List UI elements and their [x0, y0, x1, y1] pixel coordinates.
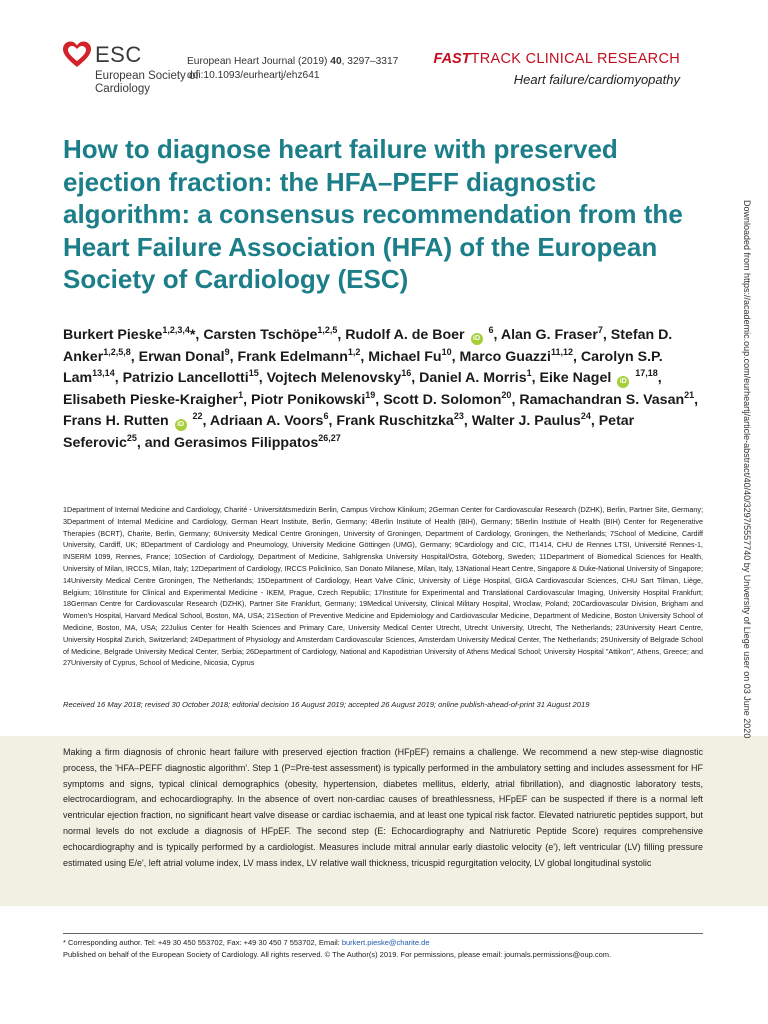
author-affil-ref: 7: [597, 325, 603, 335]
logo-subtitle: European Society of Cardiology: [95, 70, 199, 95]
separator: ,: [573, 348, 581, 365]
separator: ,: [328, 413, 337, 429]
author: Elisabeth Pieske-Kraigher: [63, 391, 239, 408]
author-affil-ref: 21: [684, 389, 695, 400]
author-affil-ref: 6: [323, 411, 329, 421]
author: Frank Ruschitzka: [336, 413, 454, 429]
author-affil-ref: 1,2,3,4: [162, 325, 190, 335]
orcid-icon[interactable]: iD: [175, 419, 187, 431]
author-affil-ref: 1: [526, 368, 532, 378]
author: Walter J. Paulus: [471, 413, 581, 429]
author: Frans H. Rutten: [63, 413, 169, 429]
corresponding-author: [63, 937, 703, 949]
orcid-icon[interactable]: iD: [471, 333, 483, 345]
author-affil-ref: 24: [580, 411, 591, 421]
author-affil-ref: 1,2: [347, 346, 361, 357]
author-affil-ref: 19: [365, 389, 376, 400]
author-affil-ref: 16: [401, 368, 412, 378]
separator: ,: [258, 370, 267, 386]
author: Eike Nagel: [539, 370, 612, 386]
heart-logo-icon: [62, 40, 92, 70]
separator: ,: [243, 391, 251, 408]
footnote: [63, 933, 703, 960]
journal-pages: , 3297–3317: [341, 56, 399, 67]
author-affil-ref: 22: [192, 411, 203, 421]
download-note-rail: [741, 200, 753, 820]
author: Scott D. Solomon: [383, 391, 502, 408]
separator: ,: [114, 370, 123, 386]
journal-citation: [187, 55, 398, 83]
author: Vojtech Melenovsky: [266, 370, 402, 386]
article-title: How to diagnose heart failure with preserved ejection fraction: the HFA–PEFF diagnostic algorithm: a consensus recommendation from the Heart Failure Association (HFA) of the European Society of Cardiology (ESC): [63, 134, 683, 295]
separator: ,: [590, 413, 599, 429]
corresponding-text: * Corresponding author. Tel: +49 30 450 553702, Fax: +49 30 450 7 553702, Email:: [63, 938, 342, 947]
author-affil-ref: 13,14: [92, 368, 115, 378]
doi[interactable]: doi:10.1093/eurheartj/ehz641: [187, 70, 320, 81]
author: Stefan D. Anker: [63, 327, 673, 365]
separator: ,: [337, 327, 346, 343]
separator: ,: [493, 327, 501, 343]
author: Piotr Ponikowski: [250, 391, 366, 408]
author-list: [63, 325, 708, 454]
author-affil-ref: 6: [488, 325, 494, 335]
email-link[interactable]: burkert.pieske@charite.de: [341, 938, 430, 947]
author: Daniel A. Morris: [419, 370, 527, 386]
author-affil-ref: 17,18: [635, 368, 658, 378]
separator: ,: [694, 391, 699, 408]
separator: ,: [531, 370, 540, 386]
author: Patrizio Lancellotti: [122, 370, 249, 386]
section-rest: TRACK CLINICAL RESEARCH: [470, 51, 680, 67]
affiliations: 1Department of Internal Medicine and Cardiology, Charité - Universitätsmedizin Berlin, Campus Virchow Klinikum; 2German Center for Cardiovascular Research (DZHK), Berlin, Partner Site, Germany; 3Department of Internal Medicine and Cardiology, German Heart Institute, Berlin, Germany; 4Berlin Institute of Health (BIH), Germany; 5Berlin Institute of Health (BIH) Center for Regenerative Therapies (BCRT), Charite, Berlin, Germany; 6University Medical Centre Groningen, University of Groningen, Department of Cardiology, Groningen, the Netherlands; 7School of Medicine, Cardiff University, Cardiff, UK; 8Department of Cardiology and Pneumology, University Medicine Göttingen (UMG), Germany; 9Cardiology and CIC, IT1414, CHU de Rennes LTSI, Université Rennes-1, INSERM 1099, Rennes, France; 10Section of Cardiology, Department of Medicine, Sahlgrenska University Hospital/Ostra, Göteborg, Sweden; 11Department of Biomedical Sciences for Health, University of Milan, IRCCS, Milan, Italy; 12Department of Cardiology, IRCCS Policlinico, San Donato Milanese, Milan, Italy, 13National Heart Centre, Singapore & Duke-National University of Singapore; 14University Medical Centre Groningen, The Netherlands; 15Department of Cardiology, Heart Valve Clinic, University of Liège Hospital, GIGA Cardiovascular Sciences, CHU Sart Tilman, Liège, Belgium; 16Institute for Clinical and Experimental Medicine - IKEM, Prague, Czech Republic; 17Institute for Experimental and Translational Cardiovascular Imaging, University Hospital Frankfurt; 18German Centre for Cardiovascular Research (DZHK), Partner Site Frankfurt, Germany; 19Medical University, Clinical Military Hospital, Wroclaw, Poland; 20Cardiovascular Division, Brigham and Women's Hospital, Harvard Medical School, Boston, MA, USA; 21Section of Preventive Medicine and Epidemiology and Cardiovascular Medicine, Department of Medicine, Boston University School of Medicine, Boston, MA, USA; 22Julius Center for Health Sciences and Primary Care, University Medical Center Utrecht, Utrecht University, Utrecht, The Netherlands; 23University Heart Centre, University Hospital Zurich, Switzerland; 24Department of Physiology and Amsterdam Cardiovascular Sciences, Amsterdam University Medical Center, The Netherlands; 25University of Belgrade School of Medicine, Belgrade University Medical Center, Serbia; 26Department of Cardiology, National and Kapodistrian University of Athens Medical School; University Hospital "Attikon", Athens, Greece; and 27University of Cyprus, School of Medicine, Nicosia, Cyprus: [63, 505, 703, 668]
author-affil-ref: 20: [501, 389, 512, 400]
orcid-icon[interactable]: iD: [617, 376, 629, 388]
journal-name: European Heart Journal (2019): [187, 56, 328, 67]
author: Burkert Pieske: [63, 327, 163, 343]
logo-text: ESC: [95, 42, 142, 67]
separator: ,: [360, 348, 369, 365]
separator: ,: [375, 391, 384, 408]
separator: ,: [130, 348, 139, 365]
subject-label: Heart failure/cardiomyopathy: [513, 72, 680, 87]
separator: ,: [202, 413, 210, 429]
author: Rudolf A. de Boer: [345, 327, 465, 343]
author-affil-ref: 1,2,5,8: [103, 346, 131, 357]
author: Alan G. Fraser: [500, 327, 598, 343]
journal-volume: 40: [330, 56, 342, 67]
separator: ,: [451, 348, 460, 365]
separator: , and: [136, 434, 174, 451]
author-affil-ref: 11,12: [550, 346, 573, 357]
section-label: [434, 51, 680, 67]
author-affil-ref: 26,27: [318, 432, 341, 443]
author: Frank Edelmann: [237, 348, 348, 365]
separator: ,: [411, 370, 420, 386]
publisher-note: Published on behalf of the European Society of Cardiology. All rights reserved. © The Author(s) 2019. For permissions, please email: journals.permissions@oup.com.: [63, 949, 612, 959]
author-affil-ref: 1: [238, 389, 244, 400]
author: Carsten Tschöpe: [203, 327, 318, 343]
separator: ,: [511, 391, 520, 408]
author: Carolyn S.P. Lam: [63, 348, 663, 386]
author-affil-ref: 15: [248, 368, 259, 378]
separator: ,: [602, 327, 611, 343]
author-affil-ref: 23: [453, 411, 464, 421]
author: Adriaan A. Voors: [209, 413, 324, 429]
author-affil-ref: 25: [126, 432, 137, 443]
author: Erwan Donal: [138, 348, 225, 365]
author: Gerasimos Filippatos: [173, 434, 319, 451]
author-affil-ref: 10: [441, 346, 452, 357]
author-affil-ref: 1,2,5: [317, 325, 338, 335]
download-note: Downloaded from https://academic.oup.com/eurheartj/article-abstract/40/40/3297/5557740 by University of Liege user on 03 June 2020: [742, 200, 752, 739]
separator: ,: [463, 413, 472, 429]
author: Petar Seferovic: [63, 413, 635, 451]
abstract-text: Making a firm diagnosis of chronic heart failure with preserved ejection fraction (HFpEF) remains a challenge. We recommend a new step-wise diagnostic process, the 'HFA–PEFF diagnostic algorithm'. Step 1 (P=Pre-test assessment) is typically performed in the ambulatory setting and includes assessment for HF symptoms and signs, typical clinical demographics (obesity, hypertension, diabetes mellitus, elderly, atrial fibrillation), and diagnostic laboratory tests, electrocardiogram, and echocardiography. In the absence of overt non-cardiac causes of breathlessness, HFpEF can be suspected if there is a normal left ventricular ejection fraction, no significant heart valve disease or cardiac ischaemia, and at least one typical risk factor. Elevated natriuretic peptides support, but normal levels do not exclude a diagnosis of HFpEF. The second step (E: Echocardiography and Natriuretic Peptide Score) requires comprehensive echocardiography and is typically performed by a cardiologist. Measures include mitral annular early diastolic velocity (e'), left ventricular (LV) filling pressure estimated using E/e', left atrial volume index, LV mass index, LV relative wall thickness, tricuspid regurgitation velocity, LV global longitudinal systolic: [63, 747, 703, 868]
section-fast: FAST: [433, 51, 471, 67]
separator: ,: [657, 370, 662, 386]
separator: *,: [189, 327, 204, 343]
author: Ramachandran S. Vasan: [519, 391, 685, 408]
author-affil-ref: 9: [224, 346, 230, 357]
separator: ,: [229, 348, 238, 365]
author: Marco Guazzi: [459, 348, 551, 365]
received-dates: Received 16 May 2018; revised 30 October 2018; editorial decision 16 August 2019; accepted 26 August 2019; online publish-ahead-of-print 31 August 2019: [63, 700, 590, 709]
author: Michael Fu: [368, 348, 442, 365]
